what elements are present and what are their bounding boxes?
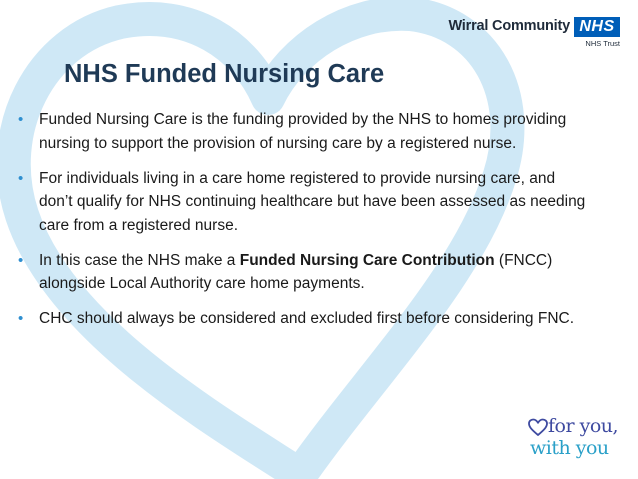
tagline-line-1: for you,: [548, 415, 619, 437]
bullet-text-lead: In this case the NHS make a: [39, 251, 240, 269]
bullet-icon: •: [18, 251, 24, 269]
bullet-text-tail: (FNCC) alongside Local Authority care home payments.: [39, 251, 553, 292]
logo-org-name: Wirral Community: [448, 18, 570, 34]
heart-icon: [528, 418, 548, 437]
bullet-text: CHC should always be considered and excluded first before considering FNC.: [39, 310, 575, 327]
nhs-logo-mark: NHS: [574, 17, 620, 37]
bullet-item: [18, 108, 588, 155]
bullet-text: For individuals living in a care home registered to provide nursing care, and don’t qualify for NHS continuing healthcare but have been assessed as needing care from a registered nurse.: [39, 169, 586, 234]
slide-title: NHS Funded Nursing Care: [64, 60, 385, 88]
tagline-line-2: with you: [530, 437, 609, 459]
bullet-icon: •: [18, 310, 24, 327]
wirral-community-nhs-logo: [440, 14, 630, 54]
bullet-item: [18, 167, 588, 238]
bullet-item: [18, 307, 588, 331]
bullet-item: [18, 249, 588, 296]
logo-trust-label: NHS Trust: [585, 39, 620, 48]
bullet-text: Funded Nursing Care is the funding provided by the NHS to homes providing nursing to support the provision of nursing care by a registered nurse.: [39, 111, 567, 152]
bullet-icon: •: [18, 111, 24, 128]
bullet-list: [18, 108, 588, 342]
bullet-text-emphasis: Funded Nursing Care Contribution: [239, 251, 495, 269]
for-you-with-you-logo: [528, 417, 628, 467]
bullet-icon: •: [18, 169, 24, 187]
